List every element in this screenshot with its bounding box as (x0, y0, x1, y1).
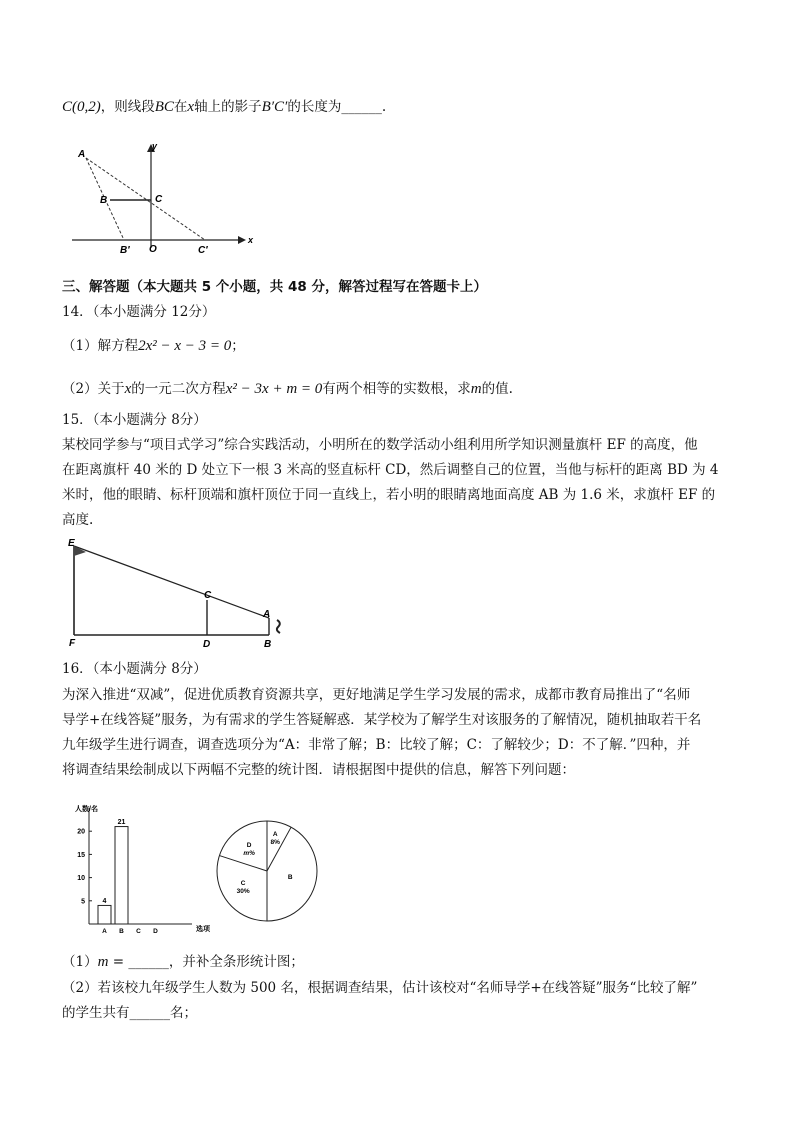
data-label: 21 (117, 819, 126, 827)
label-cp: C′ (198, 245, 208, 256)
y-tick-label: 5 (81, 898, 85, 906)
point-c: C(0,2) (62, 99, 101, 115)
label-a: A (263, 609, 271, 620)
y-axis-label: 人数/名 (75, 806, 98, 813)
category-label: D (153, 928, 158, 935)
equation: x² − 3x + m = 0 (225, 381, 323, 397)
slice-label-c: C (240, 879, 246, 887)
q15-text-line: 高度. (62, 512, 94, 528)
x-axis-label: 选项 (196, 926, 210, 933)
q15-figure (66, 536, 291, 654)
slice-value-d: m% (243, 850, 255, 858)
q15-header: 15．（本小题满分 8分） (62, 412, 207, 428)
label-bp: B′ (120, 245, 130, 256)
q16-part2-line: 的学生共有______名； (62, 1005, 197, 1021)
category-label: A (102, 928, 107, 935)
slice-label-b: B (287, 873, 293, 881)
bar-a (98, 905, 111, 924)
q15-text-line: 某校同学参与“项目式学习”综合实践活动，小明所在的数学活动小组利用所学知识测量旗杆 EF 的高度，他 (62, 437, 698, 453)
label-c: C (155, 194, 163, 205)
q16-text-line: 九年级学生进行调查，调查选项分为“A：非常了解；B：比较了解；C：了解较少；D：不了解．”四种，并 (62, 737, 691, 753)
q14-header: 14．（本小题满分 12分） (62, 304, 216, 320)
label-x: x (248, 235, 254, 245)
q16-text-line: 将调查结果绘制成以下两幅不完整的统计图．请根据图中提供的信息，解答下列问题： (62, 762, 575, 778)
bar-b (115, 827, 128, 924)
q13-line: C(0,2)，则线段BC在x轴上的影子B′C′的长度为______. (62, 99, 387, 115)
y-tick-label: 20 (77, 828, 85, 836)
q16-part2-line: （2）若该校九年级学生人数为 500 名，根据调查结果，估计该校对“名师导学+在线答疑”服务“比较了解” (62, 980, 698, 996)
q14-part2: （2）关于x的一元二次方程x² − 3x + m = 0有两个相等的实数根，求m的值. (62, 381, 513, 397)
q15-text-line: 米时，他的眼睛、标杆顶端和旗杆顶位于同一直线上，若小明的眼睛离地面高度 AB 为 1.6 米，求旗杆 EF 的 (62, 487, 716, 503)
label-c: C (204, 590, 212, 601)
label-b: B (264, 639, 272, 650)
q15-text-line: 在距离旗杆 40 米的 D 处立下一根 3 米高的竖直标杆 CD，然后调整自己的位置，当他与标杆的距离 BD 为 4 (62, 462, 719, 478)
data-label: 4 (102, 897, 107, 905)
q16-part1: （1）m = ______，并补全条形统计图； (62, 954, 304, 970)
q16-text-line: 为深入推进“双减”，促进优质教育资源共享，更好地满足学生学习发展的需求，成都市教育局推出了“名师 (62, 687, 691, 703)
q14-part1: （1）解方程2x² − x − 3 = 0； (62, 338, 245, 354)
pie-chart (212, 816, 322, 926)
label-d: D (203, 639, 211, 650)
slice-value-a: 8% (270, 839, 280, 847)
bar-chart (70, 800, 220, 940)
category-label: C (136, 928, 141, 935)
y-tick-label: 10 (77, 875, 85, 883)
q16-header: 16．（本小题满分 8分） (62, 661, 207, 677)
label-e: E (68, 538, 75, 549)
label-y: y (152, 141, 158, 151)
slice-value-c: 30% (236, 887, 250, 895)
label-b: B (100, 195, 108, 206)
label-a: A (78, 149, 86, 160)
slice-label-a: A (272, 831, 278, 839)
category-label: B (119, 928, 124, 935)
label-f: F (69, 638, 76, 649)
q13-figure (68, 140, 258, 255)
section-heading: 三、解答题（本大题共 5 个小题，共 48 分，解答过程写在答题卡上） (62, 279, 487, 295)
answer-blank: ______ (341, 99, 382, 115)
y-tick-label: 15 (77, 851, 85, 859)
equation: 2x² − x − 3 = 0 (138, 338, 232, 354)
slice-label-d: D (246, 842, 252, 850)
label-o: O (149, 244, 157, 255)
q16-text-line: 导学+在线答疑”服务，为有需求的学生答疑解惑．某学校为了解学生对该服务的了解情况，随机抽取若干名 (62, 712, 702, 728)
